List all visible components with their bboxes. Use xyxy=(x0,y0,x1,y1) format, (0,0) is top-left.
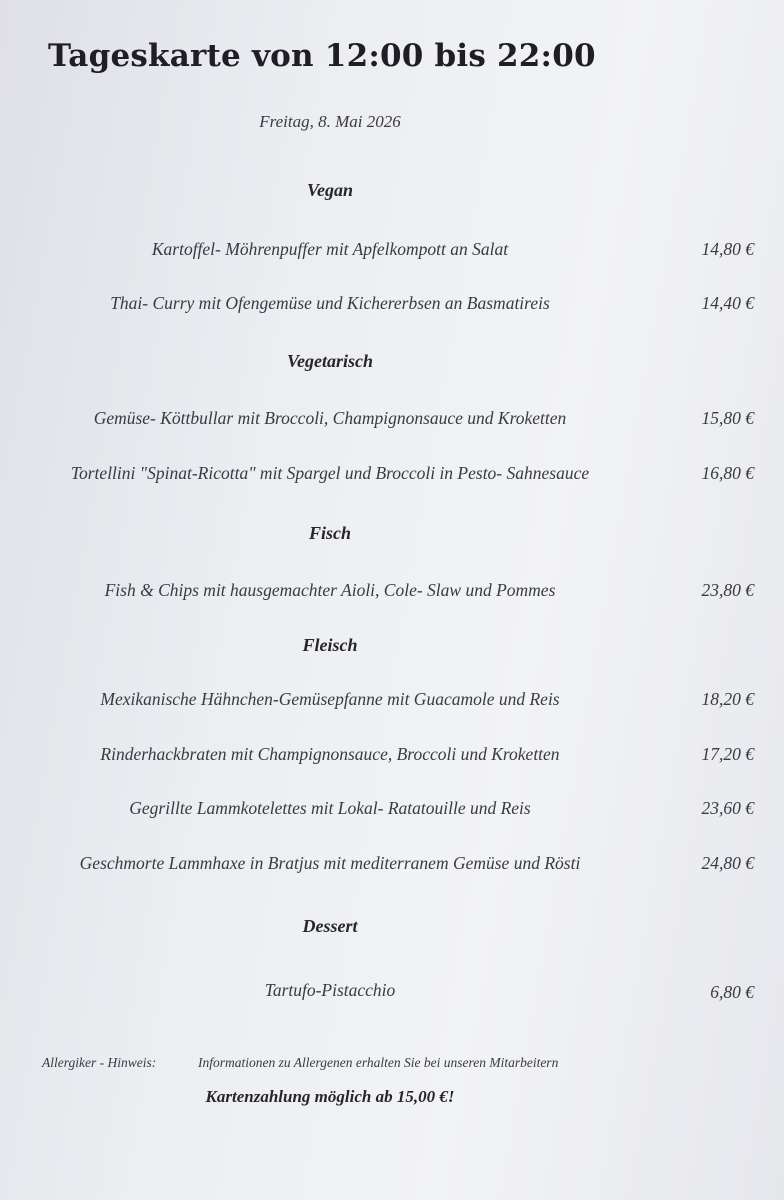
dish-name: Tartufo-Pistacchio xyxy=(264,980,396,1000)
dish-price: 16,80 € xyxy=(701,463,754,483)
dish-name: Thai- Curry mit Ofengemüse und Kichererbsen an Basmatireis xyxy=(110,293,550,313)
dish-price: 23,60 € xyxy=(701,798,754,818)
dish-name: Kartoffel- Möhrenpuffer mit Apfelkompott an Salat xyxy=(151,239,509,259)
menu-date: Freitag, 8. Mai 2026 xyxy=(259,112,401,131)
allergy-note-label: Allergiker - Hinweis: xyxy=(42,1055,157,1070)
dish-price: 18,20 € xyxy=(701,689,754,709)
dish-price: 24,80 € xyxy=(701,853,754,873)
dish-name: Gemüse- Köttbullar mit Broccoli, Champignonsauce und Kroketten xyxy=(93,408,567,428)
dish-price: 14,80 € xyxy=(701,239,754,259)
section-heading-dessert: Dessert xyxy=(302,916,358,936)
dish-name: Mexikanische Hähnchen-Gemüsepfanne mit Guacamole und Reis xyxy=(100,689,560,709)
section-heading-vegetarisch: Vegetarisch xyxy=(286,351,373,371)
dish-price: 14,40 € xyxy=(701,293,754,313)
dish-name: Geschmorte Lammhaxe in Bratjus mit mediterranem Gemüse und Rösti xyxy=(79,853,581,873)
allergy-note-text: Informationen zu Allergenen erhalten Sie bei unseren Mitarbeitern xyxy=(198,1055,559,1070)
page-title: Tageskarte von 12:00 bis 22:00 xyxy=(48,38,596,74)
section-heading-vegan: Vegan xyxy=(306,180,353,200)
dish-price: 23,80 € xyxy=(701,580,754,600)
dish-name: Fish & Chips mit hausgemachter Aioli, Cole- Slaw und Pommes xyxy=(104,580,556,600)
dish-name: Tortellini "Spinat-Ricotta" mit Spargel und Broccoli in Pesto- Sahnesauce xyxy=(70,463,590,483)
dish-name: Gegrillte Lammkotelettes mit Lokal- Ratatouille und Reis xyxy=(129,798,531,818)
dish-name: Rinderhackbraten mit Champignonsauce, Broccoli und Kroketten xyxy=(100,744,560,764)
dish-price: 17,20 € xyxy=(701,744,754,764)
section-heading-fleisch: Fleisch xyxy=(302,635,358,655)
section-heading-fisch: Fisch xyxy=(308,523,351,543)
dish-price: 15,80 € xyxy=(701,408,754,428)
dish-price: 6,80 € xyxy=(710,982,754,1002)
card-payment-note: Kartenzahlung möglich ab 15,00 €! xyxy=(205,1087,455,1106)
